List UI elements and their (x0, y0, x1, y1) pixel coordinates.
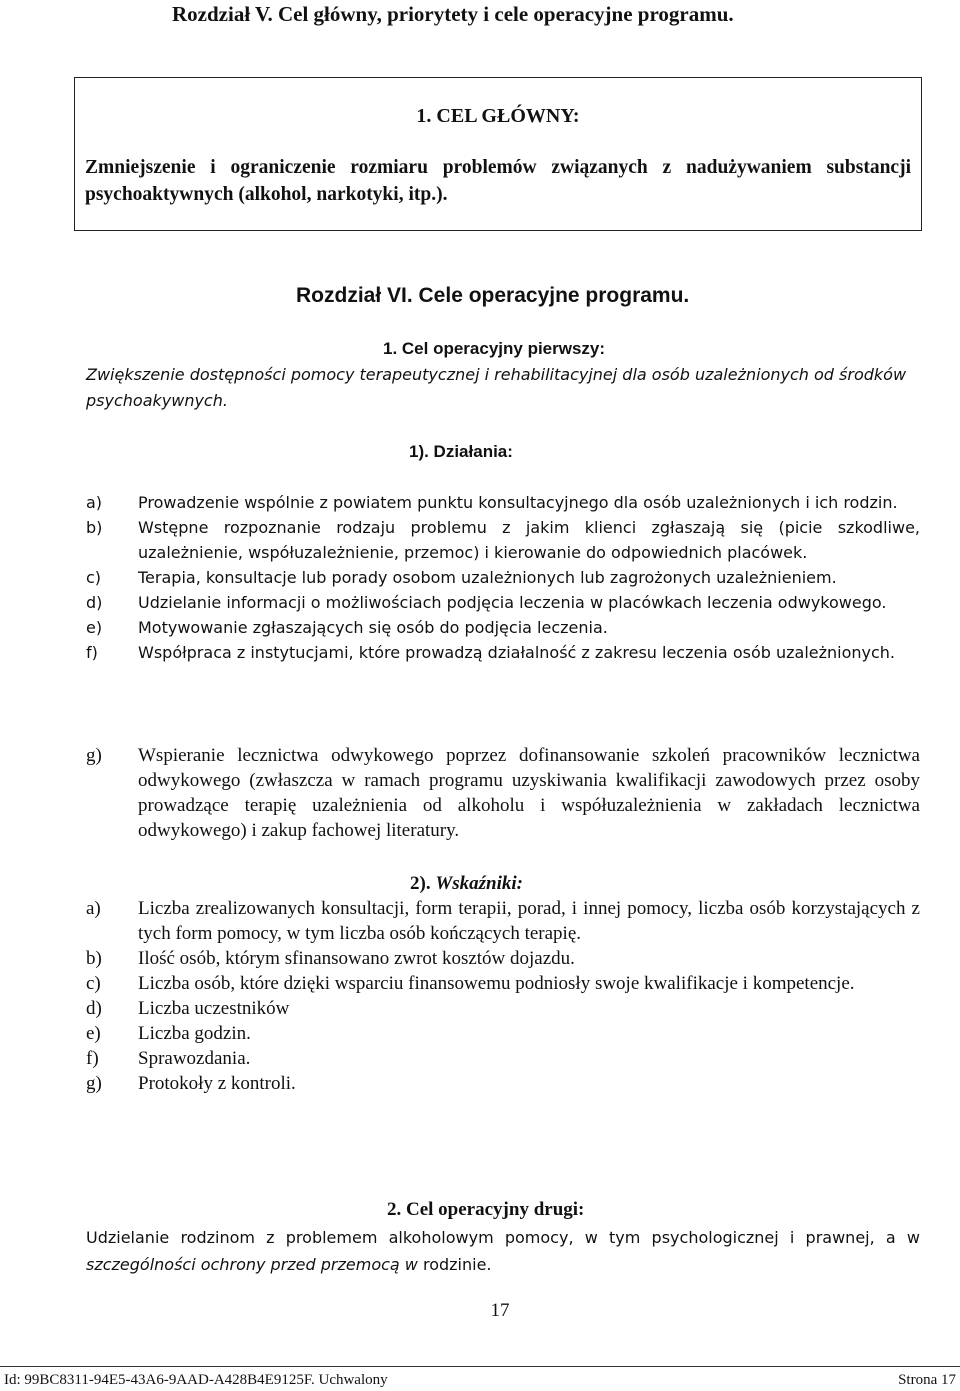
list-item: e) Motywowanie zgłaszających się osób do podjęcia leczenia. (86, 618, 608, 637)
list-item: a) Prowadzenie wspólnie z powiatem punktu konsultacyjnego dla osób uzależnionych i ich rodzin. (86, 493, 898, 512)
list-item: d) Udzielanie informacji o możliwościach podjęcia leczenia w placówkach leczenia odwykowego. (86, 593, 887, 612)
goal-1-description: Zwiększenie dostępności pomocy terapeutycznej i rehabilitacyjnej dla osób uzależnionych od środków psychoakywnych. (86, 365, 907, 410)
list-item: g) Protokoły z kontroli. (86, 1073, 296, 1094)
list-item: b) Ilość osób, którym sfinansowano zwrot kosztów dojazdu. (86, 948, 575, 969)
goal-2-heading: 2. Cel operacyjny drugi: (387, 1199, 585, 1220)
list-item: g) Wspieranie lecznictwa odwykowego poprzez dofinansowanie szkoleń pracowników lecznictwa odwykowego (zwłaszcza w ramach programu uzyskiwania kwalifikacji zawodowych przez osoby prowadzące terapię uzależnienia od alkoholu i współuzależnienia w zakładach lecznictwa odwykowego) i zakup fachowej literatury. (86, 745, 920, 841)
goal-1-heading: 1. Cel operacyjny pierwszy: (383, 339, 606, 358)
list-item: d) Liczba uczestników (86, 998, 290, 1019)
footer-page-label: Strona 17 (898, 1372, 956, 1388)
list-item: f) Sprawozdania. (86, 1048, 251, 1069)
chapter-6-title: Rozdział VI. Cele operacyjne programu. (296, 284, 690, 307)
main-goal-box (74, 77, 922, 231)
list-item: f) Współpraca z instytucjami, które prowadzą działalność z zakresu leczenia osób uzależnionych. (86, 643, 896, 662)
list-item: b) Wstępne rozpoznanie rodzaju problemu z jakim klienci zgłaszają się (picie szkodliwe, uzależnienie, współuzależnienie, przemoc) i kierowanie do odpowiednich placówek. (86, 518, 920, 562)
indicators-heading: 2). Wskaźniki: (410, 873, 523, 894)
main-goal-text: Zmniejszenie i ograniczenie rozmiaru problemów związanych z nadużywaniem substancji psychoaktywnych (alkohol, narkotyki, itp.). (85, 157, 911, 205)
footer-divider (0, 1366, 960, 1367)
chapter-5-title: Rozdział V. Cel główny, priorytety i cele operacyjne programu. (172, 2, 734, 26)
main-goal-heading: 1. CEL GŁÓWNY: (416, 105, 580, 127)
indicators-list (86, 896, 920, 1096)
list-item: a) Liczba zrealizowanych konsultacji, form terapii, porad, i innej pomocy, liczba osób korzystających z tych form pomocy, w tym liczba osób kończących terapię. (86, 898, 920, 944)
list-item: c) Terapia, konsultacje lub porady osobom uzależnionych lub zagrożonych uzależnieniem. (86, 568, 837, 587)
list-item: e) Liczba godzin. (86, 1023, 251, 1044)
actions-heading: 1). Działania: (409, 442, 513, 461)
actions-list-g (86, 743, 920, 843)
list-item: c) Liczba osób, które dzięki wsparciu finansowemu podniosły swoje kwalifikacje i kompetencje. (86, 973, 855, 994)
footer-document-id: Id: 99BC8311-94E5-43A6-9AAD-A428B4E9125F. Uchwalony (4, 1372, 388, 1388)
page-number: 17 (490, 1300, 510, 1321)
goal-2-text: Udzielanie rodzinom z problemem alkoholowym pomocy, w tym psychologicznej i prawnej, a w szczególności ochrony przed przemocą w rodzinie. (86, 1228, 920, 1274)
actions-list (86, 490, 920, 665)
